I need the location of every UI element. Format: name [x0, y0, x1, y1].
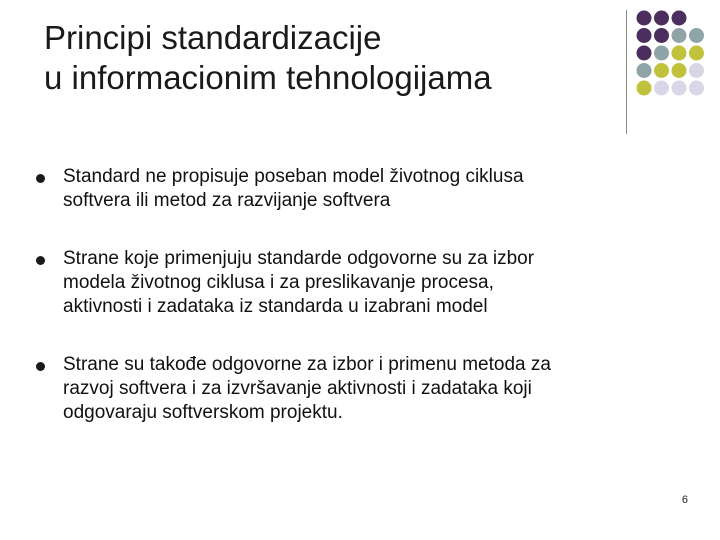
title-line-1: Principi standardizacije — [44, 19, 382, 56]
bullet-item — [36, 247, 676, 319]
bullet-line: aktivnosti i zadataka iz standarda u izabrani model — [63, 296, 488, 317]
decor-dot-purple — [637, 28, 652, 43]
decor-dot-teal — [672, 28, 687, 43]
decor-dot-purple — [672, 11, 687, 26]
decor-dot-teal — [689, 28, 704, 43]
decor-dot-teal — [654, 46, 669, 61]
bullet-line: Strane su takođe odgovorne za izbor i primenu metoda za — [63, 354, 551, 375]
decor-dot-lavender — [672, 81, 687, 96]
decor-dot-olive — [654, 63, 669, 78]
bullet-line: razvoj softvera i za izvršavanje aktivnosti i zadataka koji — [63, 378, 532, 399]
decor-dot-teal — [637, 63, 652, 78]
decor-dot-purple — [654, 11, 669, 26]
decor-dot-lavender — [689, 63, 704, 78]
title-line-2: u informacionim tehnologijama — [44, 59, 492, 96]
bullet-text — [63, 247, 676, 319]
decor-dot-lavender — [689, 81, 704, 96]
bullet-item — [36, 165, 676, 213]
decor-dot-purple — [637, 46, 652, 61]
bullet-line: odgovaraju softverskom projektu. — [63, 402, 343, 423]
bullet-line: Standard ne propisuje poseban model životnog ciklusa — [63, 166, 524, 187]
bullet-line: modela životnog ciklusa i za preslikavanje procesa, — [63, 272, 494, 293]
bullet-text — [63, 353, 676, 425]
bullet-icon — [36, 362, 45, 371]
bullet-line: softvera ili metod za razvijanje softvera — [63, 190, 391, 211]
decor-dot-lavender — [654, 81, 669, 96]
decorative-dot-grid — [0, 0, 720, 140]
bullet-icon — [36, 174, 45, 183]
bullet-line: Strane koje primenjuju standarde odgovorne su za izbor — [63, 248, 535, 269]
bullet-icon — [36, 256, 45, 265]
decor-dot-olive — [637, 81, 652, 96]
decor-dot-olive — [672, 46, 687, 61]
bullet-list — [36, 165, 676, 459]
bullet-item — [36, 353, 676, 425]
decor-dot-purple — [637, 11, 652, 26]
decor-dot-olive — [672, 63, 687, 78]
page-number: 6 — [681, 494, 688, 506]
bullet-text — [63, 165, 676, 213]
decor-dot-olive — [689, 46, 704, 61]
decor-dot-purple — [654, 28, 669, 43]
